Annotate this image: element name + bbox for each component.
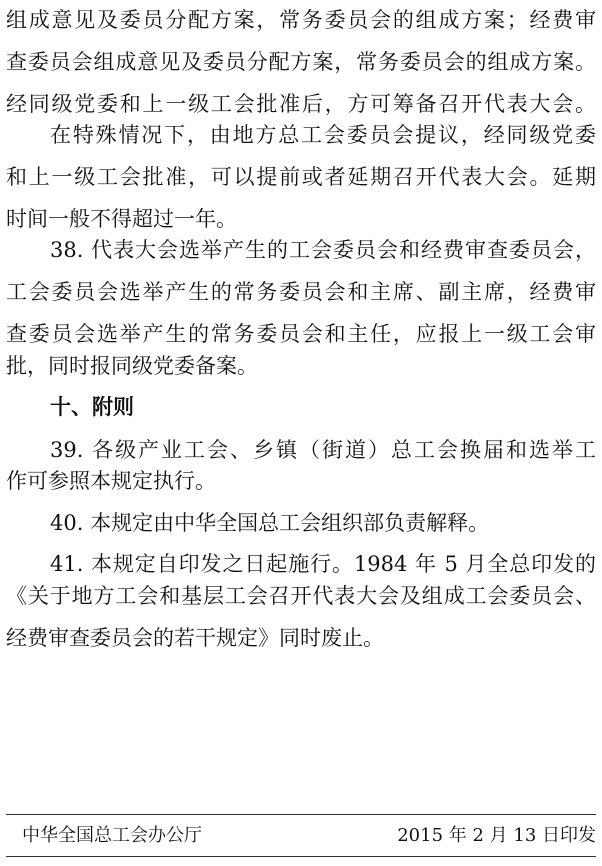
footer-bottom-rule [6, 856, 596, 857]
article-40-line: 40. 本规定由中华全国总工会组织部负责解释。 [50, 511, 490, 535]
body-line: 批，同时报同级党委备案。 [6, 354, 258, 378]
footer-top-rule [6, 814, 596, 815]
paragraph-first-line: 在特殊情况下，由地方总工会委员会提议，经同级党委 [50, 123, 596, 147]
article-39-line: 39. 各级产业工会、乡镇（街道）总工会换届和选举工 [50, 438, 596, 462]
body-line: 组成意见及委员分配方案，常务委员会的组成方案；经费审 [6, 8, 596, 32]
body-line: 查委员会选举产生的常务委员会和主任，应报上一级工会审 [6, 322, 596, 346]
body-line: 和上一级工会批准，可以提前或者延期召开代表大会。延期 [6, 165, 596, 189]
body-line: 时间一般不得超过一年。 [6, 207, 237, 231]
footer-issuer: 中华全国总工会办公厅 [22, 825, 202, 846]
article-41-line: 41. 本规定自印发之日起施行。1984 年 5 月全总印发的 [50, 552, 596, 576]
body-line: 工会委员会选举产生的常务委员会和主席、副主席，经费审 [6, 280, 596, 304]
article-38-line: 38. 代表大会选举产生的工会委员会和经费审查委员会， [50, 238, 596, 262]
section-heading: 十、附则 [50, 395, 134, 419]
body-line: 作可参照本规定执行。 [6, 469, 216, 493]
body-line: 经费审查委员会的若干规定》同时废止。 [6, 626, 384, 650]
footer-date: 2015 年 2 月 13 日印发 [397, 825, 596, 846]
body-line: 《关于地方工会和基层工会召开代表大会及组成工会委员会、 [6, 584, 596, 608]
body-line: 经同级党委和上一级工会批准后，方可筹备召开代表大会。 [6, 92, 596, 116]
body-line: 查委员会组成意见及委员分配方案，常务委员会的组成方案。 [6, 50, 596, 74]
